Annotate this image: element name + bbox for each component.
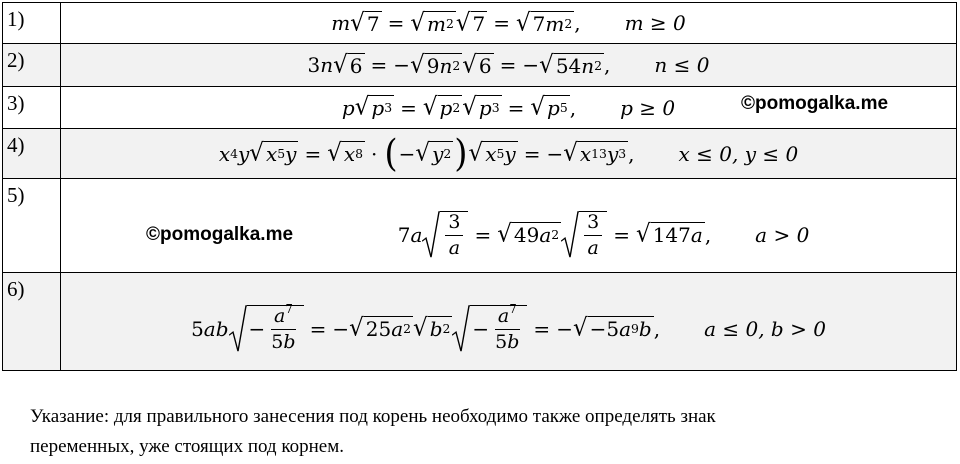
table-row (3, 179, 957, 273)
hint-text (30, 402, 930, 462)
hint-line: Указание: для правильного занесения под корень необходимо также определять знак (30, 406, 716, 427)
condition: a ≤ 0, b > 0 (704, 316, 826, 341)
row-number: 1) (3, 3, 61, 44)
table-row (3, 273, 957, 371)
table-row (3, 87, 957, 129)
condition: m ≥ 0 (624, 11, 686, 35)
formula: 5 ab − $\frac{a^7}{5b}$ = − √ 25 a 2 √ b 2 − $\frac{a^7}{5b}$ = − √ −5 a 9 b , a ≤ 0, b > 0 (191, 301, 826, 353)
condition: p ≥ 0 (620, 95, 676, 120)
row-number: 5) (3, 179, 61, 273)
formula: p √ p 3 = √ p 2 √ p 3 = √ p 5 , p ≥ 0 (341, 93, 676, 121)
formula: x 4 y √ x 5 y = √ x 8 · ( − √ y 2 ) √ x 5 y = − √ x 13 y 3 , x ≤ 0, y ≤ 0 (218, 131, 799, 176)
row-number: 4) (3, 129, 61, 179)
formula: 3 n √ 6 = − √ 9 n 2 √ 6 = − √ 54 n 2 , n ≤ 0 (307, 50, 710, 79)
watermark-logo: ©pomogalka.me (146, 224, 294, 245)
formula: m √ 7 = √ m 2 √ 7 = √ 7 m 2 , m ≥ 0 (331, 8, 686, 37)
watermark-logo: ©pomogalka.me (741, 93, 889, 114)
formula-cell (61, 129, 957, 179)
condition: x ≤ 0, y ≤ 0 (678, 141, 799, 166)
formula-cell (61, 44, 957, 87)
condition: n ≤ 0 (654, 53, 710, 77)
table-row (3, 44, 957, 87)
solutions-table (2, 2, 957, 371)
hint-line: переменных, уже стоящих под корнем. (30, 436, 344, 457)
formula-cell (61, 3, 957, 44)
formula-cell (61, 179, 957, 273)
formula-cell (61, 87, 957, 129)
formula-cell (61, 273, 957, 371)
condition: a > 0 (755, 222, 810, 247)
table-row (3, 3, 957, 44)
row-number: 2) (3, 44, 61, 87)
table-row (3, 129, 957, 179)
row-number: 3) (3, 87, 61, 129)
row-number: 6) (3, 273, 61, 371)
formula: 7 a $\frac{3}{a}$ = √ 49 a 2 $\frac{3}{a}$ = √ 147 a , a > 0 (397, 210, 810, 259)
